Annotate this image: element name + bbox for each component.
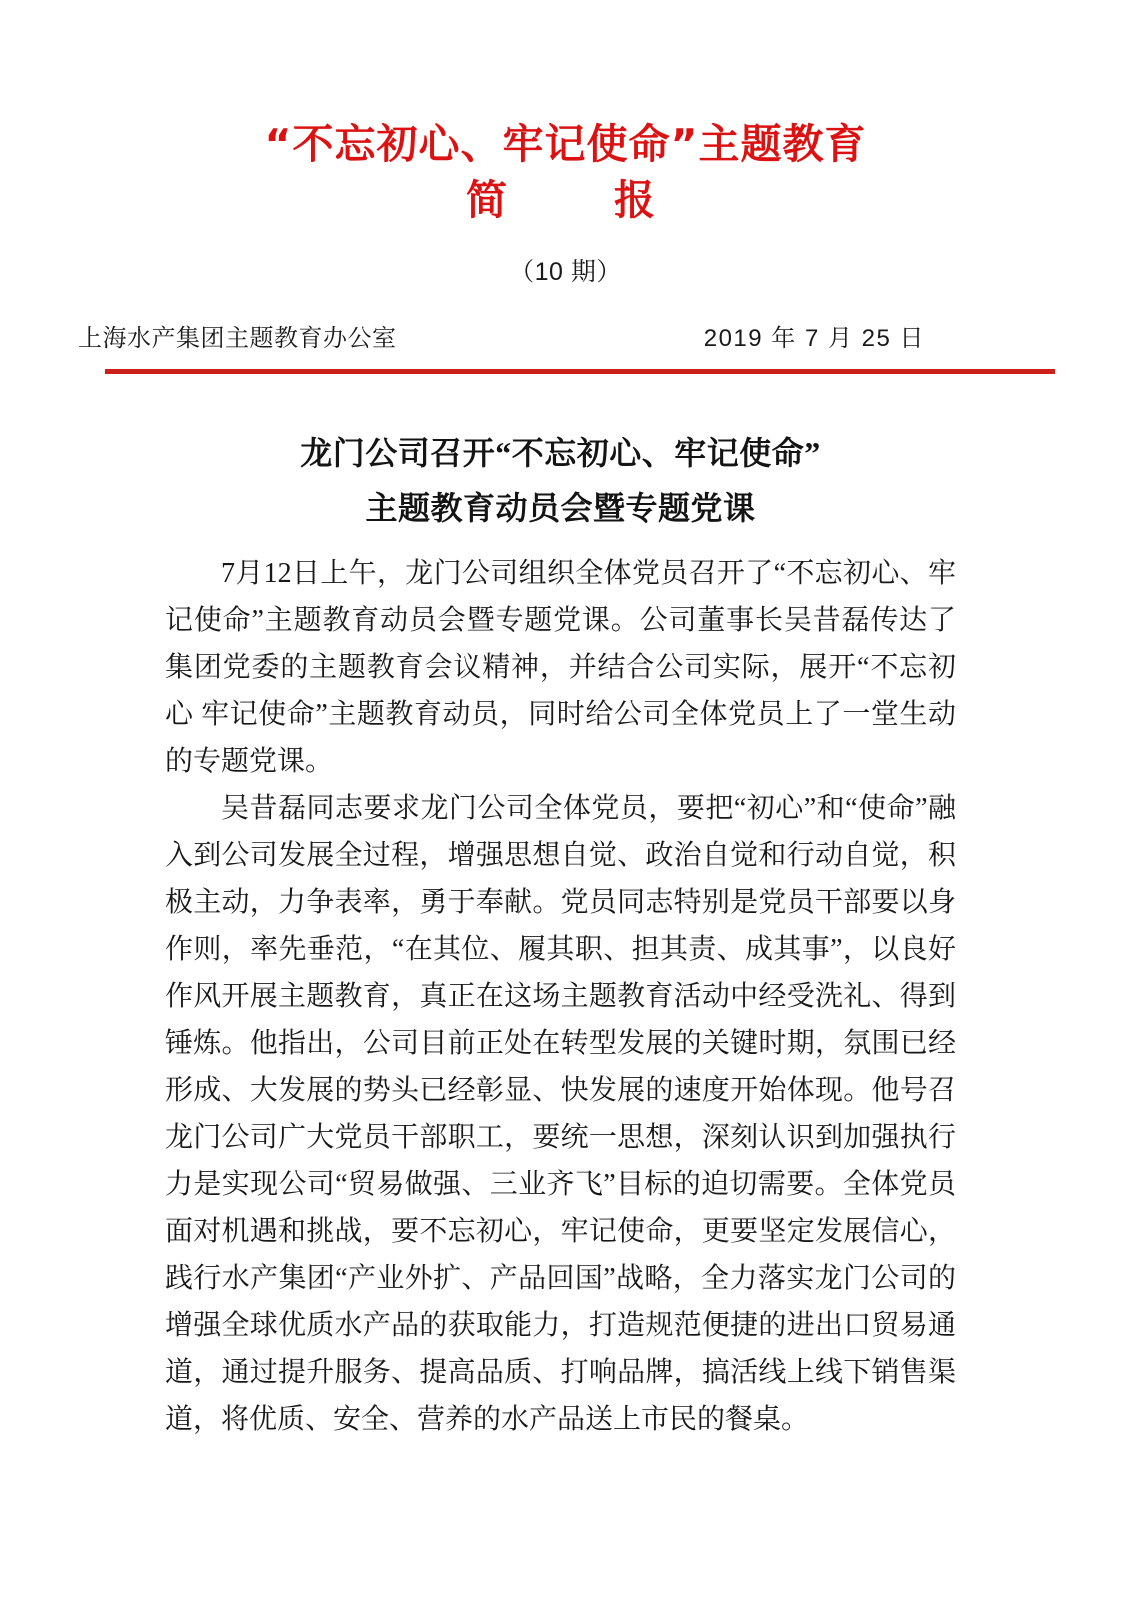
imprint-row (0, 318, 1131, 353)
article (0, 426, 1131, 1443)
masthead (0, 0, 1131, 288)
issue-date: 2019 年 7 月 25 日 (703, 324, 925, 352)
issuing-office: 上海水产集团主题教育办公室 (78, 324, 397, 352)
masthead-title-line-2: 简 报 (465, 176, 666, 225)
article-paragraph: 吴昔磊同志要求龙门公司全体党员，要把“初心”和“使命”融入到公司发展全过程，增强思想自觉、政治自觉和行动自觉，积极主动，力争表率，勇于奉献。党员同志特别是党员干部要以身作则，率先垂范，“在其位、履其职、担其责、成其事”，以良好作风开展主题教育，真正在这场主题教育活动中经受洗礼、得到锤炼。他指出，公司目前正处在转型发展的关键时期，氛围已经形成、大发展的势头已经彰显、快发展的速度开始体现。他号召龙门公司广大党员干部职工，要统一思想，深刻认识到加强执行力是实现公司“贸易做强、三业齐飞”目标的迫切需要。全体党员面对机遇和挑战，要不忘初心，牢记使命，更要坚定发展信心，践行水产集团“产业外扩、产品回国”战略，全力落实龙门公司的增强全球优质水产品的获取能力，打造规范便捷的进出口贸易通道，通过提升服务、提高品质、打响品牌，搞活线上线下销售渠道，将优质、安全、营养的水产品送上市民的餐桌。 (165, 792, 956, 1435)
masthead-title-line-1: “不忘初心、牢记使命”主题教育 (264, 120, 867, 168)
article-title-line-1: 龙门公司召开“不忘初心、牢记使命” (300, 434, 821, 471)
article-paragraph: 7月12日上午，龙门公司组织全体党员召开了“不忘初心、牢记使命”主题教育动员会暨专题党课。公司董事长吴昔磊传达了集团党委的主题教育会议精神，并结合公司实际，展开“不忘初心 牢记使命”主题教育动员，同时给公司全体党员上了一堂生动的专题党课。 (165, 557, 956, 777)
article-title-line-2: 主题教育动员会暨专题党课 (365, 489, 756, 526)
article-title (165, 426, 956, 536)
issue-number: （10 期） (509, 257, 622, 286)
article-body (165, 550, 956, 1443)
red-divider-rule (105, 369, 1055, 374)
